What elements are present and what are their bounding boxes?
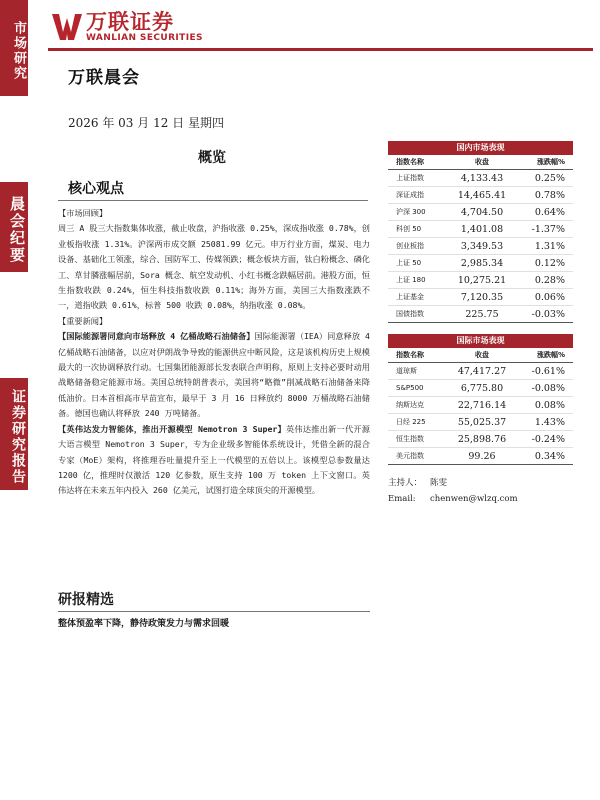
table-row: [388, 255, 573, 272]
index-name-cell: 上证指数: [396, 174, 424, 182]
close-value-cell: 2,985.34: [460, 257, 504, 269]
close-value-cell: 6,775.80: [460, 382, 504, 394]
index-name-cell: 深证成指: [396, 191, 424, 199]
close-value-cell: 99.26: [468, 450, 496, 462]
close-value-cell: 4,704.50: [460, 206, 504, 218]
table-row: [388, 380, 573, 397]
close-value-cell: 14,465.41: [457, 189, 507, 201]
table-row: [388, 306, 573, 323]
close-value-cell: 4,133.43: [460, 172, 504, 184]
change-pct-cell: 0.34%: [534, 450, 565, 462]
host-name: 陈雯: [430, 478, 448, 488]
close-value-cell: 7,120.35: [460, 291, 504, 303]
sidebar-category-label: 市场研究: [0, 0, 28, 96]
table-header-row: [388, 348, 573, 363]
close-value-cell: 47,417.27: [457, 365, 507, 377]
news-item: [58, 329, 370, 421]
logo-chinese-name: 万联证券: [86, 10, 174, 34]
index-name-cell: 科创 50: [396, 225, 422, 233]
index-name-cell: 恒生指数: [396, 435, 424, 443]
sidebar-report-class-label: 证券研究报告: [0, 378, 28, 490]
table-title: 国际市场表现: [388, 334, 573, 348]
table-row: [388, 170, 573, 187]
research-picks-divider: [58, 611, 370, 612]
change-pct-cell: 0.64%: [534, 206, 565, 218]
change-pct-cell: 0.25%: [534, 172, 565, 184]
overview-heading: 概览: [198, 150, 226, 166]
change-pct-cell: 1.31%: [534, 240, 565, 252]
column-header: 涨跌幅%: [536, 351, 565, 359]
report-title: 万联晨会: [68, 68, 140, 88]
index-name-cell: 道琼斯: [396, 367, 417, 375]
close-value-cell: 3,349.53: [460, 240, 504, 252]
change-pct-cell: -1.37%: [531, 223, 565, 235]
table-row: [388, 289, 573, 306]
company-logo: [50, 10, 203, 44]
table-row: [388, 272, 573, 289]
column-header: 收盘: [475, 158, 489, 166]
close-value-cell: 1,401.08: [460, 223, 504, 235]
news-item: [58, 422, 370, 499]
close-value-cell: 55,025.37: [457, 416, 507, 428]
close-value-cell: 10,275.21: [457, 274, 507, 286]
host-label: 主持人：: [388, 478, 423, 488]
email-link[interactable]: chenwen@wlzq.com: [430, 494, 518, 504]
table-row: [388, 414, 573, 431]
index-name-cell: 沪深 300: [396, 208, 426, 216]
table-row: [388, 221, 573, 238]
change-pct-cell: -0.24%: [531, 433, 565, 445]
index-name-cell: S&P500: [396, 384, 424, 392]
index-name-cell: 美元指数: [396, 452, 424, 460]
core-heading-divider: [58, 200, 368, 201]
close-value-cell: 225.75: [465, 308, 499, 320]
domestic-market-table: [388, 141, 573, 323]
table-row: [388, 448, 573, 465]
change-pct-cell: 1.43%: [534, 416, 565, 428]
table-body: [388, 170, 573, 323]
news-item-title: 【英伟达发力智能体，推出开源模型 Nemotron 3 Super】: [58, 423, 286, 434]
important-news-heading: 【重要新闻】: [58, 315, 108, 326]
left-sidebar: [0, 0, 28, 800]
change-pct-cell: 0.12%: [534, 257, 565, 269]
close-value-cell: 25,898.76: [457, 433, 507, 445]
change-pct-cell: -0.08%: [531, 382, 565, 394]
news-item-title: 【国际能源署同意向市场释放 4 亿桶战略石油储备】: [58, 331, 255, 342]
report-date: 2026 年 03 月 12 日 星期四: [68, 116, 224, 130]
table-row: [388, 238, 573, 255]
logo-english-name: WANLIAN SECURITIES: [86, 33, 203, 43]
index-name-cell: 上证 50: [396, 259, 422, 267]
close-value-cell: 22,716.14: [457, 399, 507, 411]
market-review-paragraph: 周三 A 股三大指数集体收涨，截止收盘，沪指收涨 0.25%，深成指收涨 0.78%，创业板指收涨 1.31%。沪深两市成交额 25081.99 亿元。申万行业方面，煤炭、电力设备、基础化工领涨，综合、国防军工、传媒领跌；概念板块方面，钛白粉概念、磷化工、草甘膦涨幅居前，Sora 概念、航空发动机、小红书概念跌幅居前。港股方面，恒生指数收跌 0.24%，恒生科技指数收跌 0.11%；海外方面，美国三大指数涨跌不一，道指收跌 0.61%，标普 500 收跌 0.08%，纳指收涨 0.08%。: [58, 223, 370, 311]
email-label: Email:: [388, 494, 416, 504]
market-review-heading: 【市场回顾】: [58, 208, 108, 218]
wanlian-w-logo-icon: [50, 10, 84, 44]
index-name-cell: 上证基金: [396, 293, 424, 301]
change-pct-cell: 0.06%: [534, 291, 565, 303]
column-header: 收盘: [475, 351, 489, 359]
index-name-cell: 上证 180: [396, 276, 426, 284]
change-pct-cell: 0.08%: [534, 399, 565, 411]
change-pct-cell: 0.78%: [534, 189, 565, 201]
index-name-cell: 纳斯达克: [396, 401, 424, 409]
sidebar-report-type-label: 晨会纪要: [0, 182, 28, 272]
change-pct-cell: 0.28%: [534, 274, 565, 286]
change-pct-cell: -0.03%: [531, 308, 565, 320]
author-info: [388, 476, 518, 512]
news-item-text: 英伟达推出新一代开源大语言模型 Nemotron 3 Super，专为企业级多智能体系统设计，凭借全新的混合专家（MoE）架构，将推理吞吐量提升至上一代模型的五倍以上。该模型总参数量达 1200 亿，推理时仅激活 120 亿参数，原生支持 100 万 token 上下文窗口。英伟达将在未来五年内投入 260 亿美元，试图打造全球顶尖的开源模型。: [58, 423, 370, 496]
research-picks-heading: 研报精选: [58, 592, 114, 608]
table-row: [388, 363, 573, 380]
table-row: [388, 204, 573, 221]
table-row: [388, 397, 573, 414]
header-divider: [48, 48, 593, 51]
column-header: 涨跌幅%: [536, 158, 565, 166]
column-header: 指数名称: [396, 158, 424, 166]
column-header: 指数名称: [396, 351, 424, 359]
index-name-cell: 日经 225: [396, 418, 426, 426]
index-name-cell: 创业板指: [396, 242, 424, 250]
core-view-heading: 核心观点: [68, 181, 124, 197]
table-title: 国内市场表现: [388, 141, 573, 155]
table-row: [388, 187, 573, 204]
table-row: [388, 431, 573, 448]
international-market-table: [388, 334, 573, 465]
news-item-text: 国际能源署（IEA）同意释放 4 亿桶战略石油储备，以应对伊朗战争导致的能源供应中断风险，这是该机构历史上规模最大的一次协调释放行动。七国集团能源部长发表联合声明称，原则上支持必要时动用战略储备稳定能源市场。美国总统特朗普表示，美国将“略微”削减战略石油储备来降低油价。日本首相高市早苗宣布，最早于 3 月 16 日释放约 8000 万桶战略石油储备。德国也确认将释放 240 万吨储备。: [58, 331, 370, 419]
table-body: [388, 363, 573, 465]
research-picks-subheading: 整体预盈率下降，静待政策发力与需求回暖: [58, 619, 230, 629]
core-view-body: [58, 206, 370, 499]
change-pct-cell: -0.61%: [531, 365, 565, 377]
table-header-row: [388, 155, 573, 170]
index-name-cell: 国债指数: [396, 310, 424, 318]
